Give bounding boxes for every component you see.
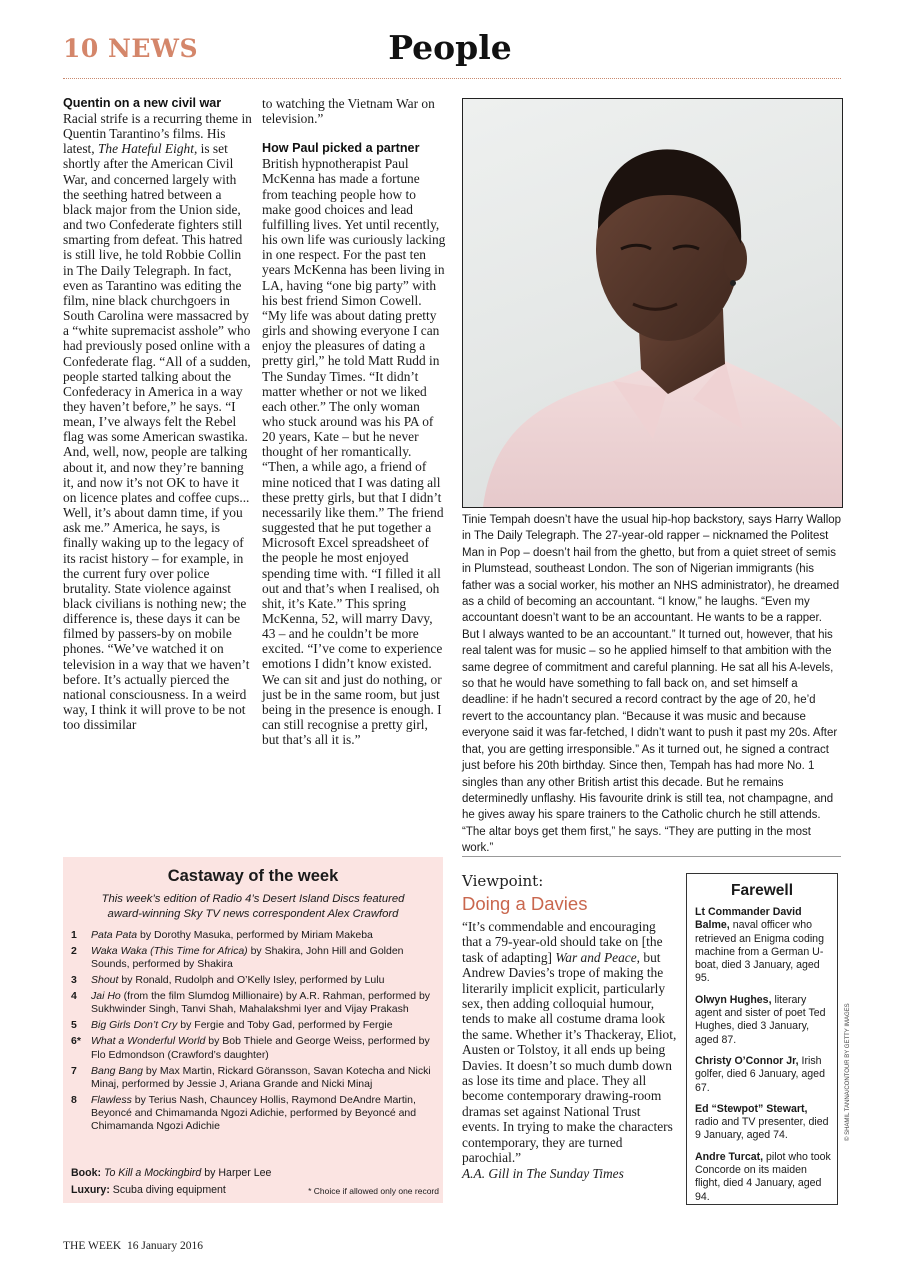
track-number: 6*	[71, 1035, 81, 1048]
track-details: by Bob Thiele and George Weiss, performed by Flo Edmondson (Crawford’s daughter)	[91, 1035, 430, 1061]
tarantino-text-b: , is set shortly after the American Civil War, and concerned largely with the seething hatred between a black major from the Union side, and two Confederate fighters still smarting from defeat. This hatred is still live, he told Robbie Collin in The Daily Telegraph. In fact, even as Tarantino was editing the film, nine black churchgoers in South Carolina were massacred by a “white supremacist asshole” who had previously posed online with a Confederate flag. “All of a sudden, people started talking about the Confederacy in America in a way they haven’t before,” he says. “I mean, I’ve always felt the Rebel flag was some American swastika. And, well, now, people are talking about it, and now they’re banning it, and now it’s not OK to have it on licence plates and coffee cups... Well, it’s about damn time, if you ask me.” America, he says, is finally waking up to the legacy of its racist history – for example, in the current fury over police brutality. State violence against black civilians is nothing new; the difference is, these days it can be filmed by passers-by on mobile phones. “We’ve watched it on television in a way that we haven’t before. It’s actually pierced the national consciousness. In a weird way, I think it will prove to be not too dissimilar	[63, 141, 251, 733]
track-song: Big Girls Don’t Cry	[91, 1019, 178, 1032]
farewell-box	[686, 873, 838, 1205]
track-details: by Max Martin, Rickard Göransson, Savan Kotecha and Nicki Minaj, performed by Jessie J, Ariana Grande and Nicki Minaj	[91, 1064, 431, 1090]
page-title: People	[388, 28, 512, 67]
tarantino-body	[63, 111, 253, 732]
track-item	[71, 1035, 439, 1061]
castaway-note: * Choice if allowed only one record	[308, 1186, 439, 1196]
track-song: What a Wonderful World	[91, 1035, 206, 1048]
track-song: Waka Waka (This Time for Africa)	[91, 945, 248, 957]
track-details: by Fergie and Toby Gad, performed by Fergie	[177, 1019, 393, 1032]
farewell-entry	[695, 906, 831, 986]
tarantino-continuation: to watching the Vietnam War on television.”	[262, 96, 435, 127]
section-header	[63, 34, 198, 63]
track-song: Flawless	[91, 1093, 132, 1106]
farewell-entry	[695, 994, 831, 1047]
track-details: by Shakira, John Hill and Golden Sounds, performed by Shakira	[91, 945, 404, 971]
section-name: NEWS	[108, 34, 199, 63]
farewell-name: Christy O’Connor Jr,	[695, 1054, 799, 1067]
farewell-name: Ed “Stewpot” Stewart,	[695, 1102, 808, 1115]
farewell-desc: pilot who took Concorde on its maiden flight, died 4 January, aged 94.	[695, 1150, 831, 1203]
track-number: 7	[71, 1064, 77, 1077]
farewell-desc: literary agent and sister of poet Ted Hughes, died 3 January, aged 87.	[695, 993, 826, 1046]
track-item	[71, 1019, 439, 1032]
castaway-luxury	[71, 1184, 439, 1196]
portrait-illustration	[463, 99, 842, 507]
castaway-track-list	[71, 929, 439, 1136]
farewell-entry	[695, 1103, 831, 1143]
farewell-name: Andre Turcat,	[695, 1150, 764, 1163]
viewpoint-work: War and Peace	[555, 949, 637, 965]
film-title: The Hateful Eight	[97, 141, 194, 157]
farewell-name: Olwyn Hughes,	[695, 993, 772, 1006]
track-song: Jai Ho	[91, 990, 121, 1003]
book-label: Book:	[71, 1167, 102, 1179]
section-number: 10	[63, 34, 99, 63]
portrait-photo	[462, 98, 843, 508]
track-song: Pata Pata	[91, 929, 138, 941]
viewpoint-article	[462, 872, 677, 1181]
castaway-book	[71, 1167, 439, 1179]
track-item	[71, 1094, 439, 1134]
track-details: by Terius Nash, Chauncey Hollis, Raymond DeAndre Martin, Beyoncé and Chimamanda Ngozi Adichie, performed by Beyoncé and Chimamanda Ngozi Adichie	[91, 1093, 417, 1133]
track-item	[71, 945, 439, 971]
track-item	[71, 929, 439, 942]
tempah-caption	[462, 512, 842, 857]
luxury-value: Scuba diving equipment	[109, 1184, 226, 1196]
tempah-text: Tinie Tempah doesn’t have the usual hip-hop backstory, says Harry Wallop in The Daily Telegraph. The 27-year-old rapper – nicknamed the Politest Man in Pop – doesn’t hail from the ghetto, but from a quiet street of semis in Plumstead, southeast London. The son of Nigerian immigrants (his father was a social worker, his mother an NHS administrator), he dreamed as a child of becoming an accountant. “I know,” he laughs. “Even my accountant doesn’t want to be an accountant. He wants to be a rapper. But I always wanted to be an accountant.” It turned out, however, that his real talent was for music – so he applied himself to that ambition with the same degree of commitment and careful planning. He sat all his A-levels, so that he would have something to fall back on, and set himself a deadline: if he hadn’t secured a record contract by the age of 20, he’d revert to the accountancy plan. “Because it was music and because everyone said it was far-fetched, I didn’t want to push it past my 20s. After that, you are getting irresponsible.” As it turned out, he signed a contract just before his 20th birthday. Since then, Tempah has had more No. 1 singles than any other British artist this decade. But he remains determinedly unflashy. His favourite drink is still tea, not champagne, and he gives away his spare trainers to the Catholic church he still attends. “The altar boys get them first,” he says. “They are putting in the most work.”	[462, 514, 842, 855]
farewell-entry	[695, 1055, 831, 1095]
castaway-title: Castaway of the week	[167, 867, 339, 885]
viewpoint-quote-b: , but Andrew Davies’s trope of making the literarily implicit explicit, particularly sex, then adding colloquial humour, tends to make all costume drama look the same. Whether it’s Thackeray, Eliot, Austen or Tolstoy, it all ends up being Davies. It doesn’t so much dumb down as lose its time and place. They all become contemporary drawing-room dramas set against National Trust events. In trying to make the characters contemporary, they are turned parochial.”	[462, 949, 677, 1166]
book-title: To Kill a Mockingbird	[103, 1167, 202, 1179]
tarantino-text-a: Racial strife is a recurring theme in Quentin Tarantino’s films. His latest,	[63, 111, 252, 157]
track-item	[71, 990, 439, 1016]
viewpoint-title: Doing a Davies	[462, 893, 588, 914]
header-divider	[63, 78, 841, 79]
book-author: by Harper Lee	[201, 1167, 272, 1179]
track-number: 2	[71, 945, 77, 957]
track-number: 1	[71, 929, 77, 941]
farewell-entry	[695, 1151, 831, 1204]
castaway-box	[63, 857, 443, 1203]
farewell-name: Lt Commander David Balme,	[695, 906, 802, 932]
tarantino-kicker: Quentin on a new civil war	[63, 96, 222, 110]
track-song: Bang Bang	[91, 1064, 143, 1077]
mckenna-kicker: How Paul picked a partner	[262, 141, 420, 156]
page-footer: THE WEEK 16 January 2016	[63, 1240, 203, 1252]
track-item	[71, 974, 439, 987]
track-number: 8	[71, 1093, 77, 1106]
track-details: by Ronald, Rudolph and O’Kelly Isley, performed by Lulu	[118, 974, 385, 987]
track-item	[71, 1065, 439, 1091]
farewell-desc: radio and TV presenter, died 9 January, aged 74.	[695, 1116, 829, 1142]
track-details: (from the film Slumdog Millionaire) by A.R. Rahman, performed by Sukhwinder Singh, Tanvi Shah, Mahalakshmi Iyer and Vijay Prakash	[91, 990, 431, 1016]
castaway-intro: This week’s edition of Radio 4’s Desert Island Discs featured award-winning Sky TV news correspondent Alex Crawford	[101, 893, 405, 920]
mckenna-body: British hypnotherapist Paul McKenna has made a fortune from teaching people how to make good choices and lead fulfilling lives. Yet until recently, his own life was curiously lacking in one respect. For the past ten years McKenna has been living in LA, having “one big party” with his best friend Simon Cowell. “My life was about dating pretty girls and showing everyone I can enjoy the pleasures of dating a pretty girl,” he told Matt Rudd in The Sunday Times. “It didn’t matter whether or not we liked each other.” The only woman who stuck around was his PA of 20 years, Kate – but he never thought of her romantically. “Then, a while ago, a friend of mine noticed that I was dating all these pretty girls, but that I didn’t necessarily like them.” The friend suggested that he put together a Microsoft Excel spreadsheet of the people he most enjoyed spending time with. “I filled it all out and that’s when I realised, oh shit, it’s Kate.” This spring McKenna, 52, will marry Davy, 43 – and he couldn’t be more excited. “I’ve come to experience emotions I didn’t know existed. We can sit and just do nothing, or just be in the same room, but just being in the presence is enough. I can still recognise a pretty girl, but that’s all it is.”	[262, 156, 446, 748]
farewell-desc: Irish golfer, died 6 January, aged 67.	[695, 1054, 825, 1094]
mckenna-column	[262, 96, 446, 747]
farewell-desc: naval officer who retrieved an Enigma coding machine from a German U-boat, died 3 January, aged 95.	[695, 919, 824, 985]
farewell-title: Farewell	[730, 882, 794, 899]
photo-credit: © SHAMIL TANNA/CONTOUR BY GETTY IMAGES	[845, 1003, 851, 1141]
track-number: 3	[71, 974, 77, 987]
viewpoint-attribution: A.A. Gill in The Sunday Times	[462, 1165, 624, 1181]
track-number: 4	[71, 990, 77, 1003]
track-details: by Dorothy Masuka, performed by Miriam Makeba	[137, 929, 373, 941]
luxury-label: Luxury:	[71, 1184, 110, 1196]
track-number: 5	[71, 1019, 77, 1032]
viewpoint-label: Viewpoint:	[462, 872, 544, 890]
tarantino-article	[63, 96, 253, 732]
caption-divider	[462, 856, 841, 857]
viewpoint-quote-a: “It’s commendable and encouraging that a 79-year-old should take on [the task of adapting]	[462, 919, 663, 965]
viewpoint-quote	[462, 919, 677, 1166]
track-song: Shout	[91, 974, 119, 987]
